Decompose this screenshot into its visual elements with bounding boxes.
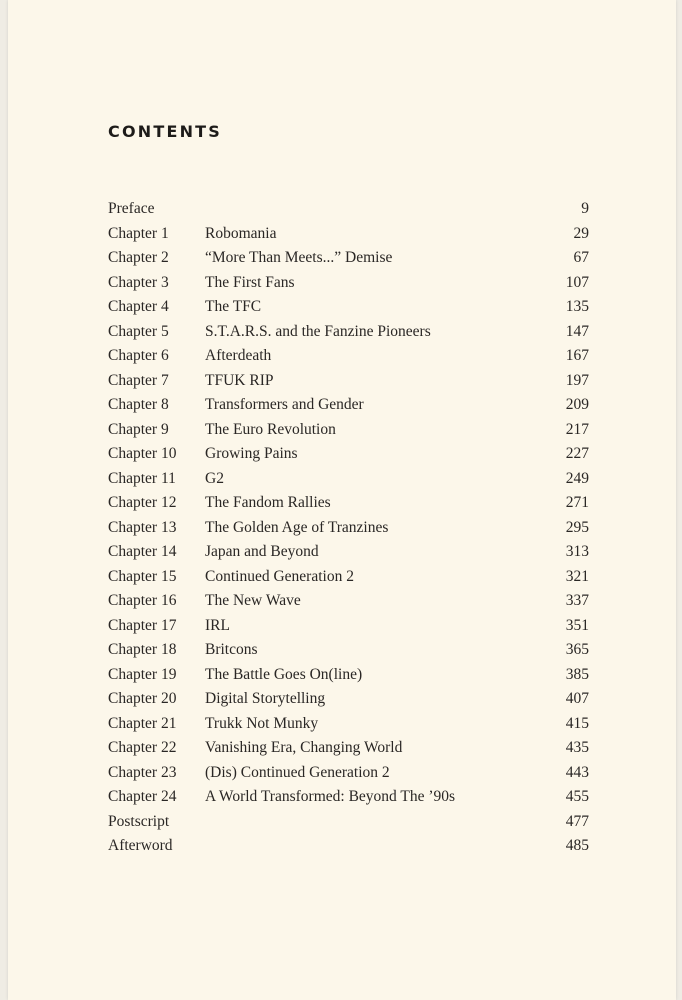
toc-entry [108,369,589,394]
toc-entry [108,491,589,516]
toc-entry-title: The New Wave [205,592,301,609]
toc-entry [108,246,589,271]
toc-entry-page-number: 477 [565,812,589,830]
toc-entry-title: Britcons [205,641,258,658]
toc-entry [108,663,589,688]
toc-entry-page-number: 455 [565,788,589,805]
toc-entry-label: Chapter 12 [108,494,177,511]
toc-entry [108,834,589,859]
toc-entry-title: S.T.A.R.S. and the Fanzine Pioneers [205,322,431,340]
toc-entry [108,418,589,443]
toc-entry [108,589,589,614]
toc-entry-label: Chapter 8 [108,396,169,413]
toc-entry-title: IRL [205,616,230,634]
toc-entry-page-number: 67 [573,249,589,266]
toc-entry-label: Chapter 5 [108,322,169,340]
toc-entry [108,393,589,418]
toc-entry-label: Chapter 4 [108,298,169,315]
toc-entry-title: Growing Pains [205,445,298,462]
toc-entry [108,614,589,639]
toc-entry [108,638,589,663]
toc-entry [108,295,589,320]
toc-entry-label: Chapter 19 [108,665,177,683]
toc-entry-page-number: 167 [565,347,589,364]
toc-entry-page-number: 107 [565,273,589,291]
toc-entry-title: Trukk Not Munky [205,714,319,732]
toc-entry [108,516,589,541]
toc-entry-label: Chapter 11 [108,469,176,487]
toc-entry-label: Chapter 6 [108,347,169,364]
toc-entry [108,712,589,737]
toc-entry-title: Transformers and Gender [205,396,364,413]
toc-entry [108,344,589,369]
toc-entry-label: Chapter 13 [108,518,177,536]
toc-entry-title: The Battle Goes On(line) [205,665,363,683]
toc-entry-title: The Golden Age of Tranzines [205,518,389,536]
toc-entry-label: Chapter 21 [108,714,177,732]
toc-entry [108,687,589,712]
contents-heading: CONTENTS [108,122,223,141]
toc-entry-title: A World Transformed: Beyond The ’90s [205,788,456,805]
toc-entry-title: (Dis) Continued Generation 2 [205,763,390,781]
toc-entry-title: Continued Generation 2 [205,567,354,585]
toc-entry-page-number: 209 [565,396,589,413]
toc-entry-label: Chapter 3 [108,273,169,291]
toc-entry [108,467,589,492]
toc-entry-page-number: 385 [565,665,589,683]
toc-entry-label: Chapter 14 [108,543,177,560]
toc-entry-title: The TFC [205,298,262,315]
toc-entry-label: Chapter 22 [108,739,177,756]
toc-entry [108,442,589,467]
toc-entry-title: The Fandom Rallies [205,494,331,511]
toc-entry-label: Chapter 7 [108,371,169,389]
toc-entry-page-number: 9 [581,200,589,217]
book-page [8,0,676,1000]
toc-entry-label: Preface [108,200,155,217]
toc-entry-label: Chapter 20 [108,690,177,707]
toc-entry-label: Chapter 16 [108,592,177,609]
toc-entry-title: The First Fans [205,273,295,291]
toc-entry [108,540,589,565]
toc-entry [108,565,589,590]
toc-entry-label: Chapter 9 [108,420,169,438]
toc-entry-page-number: 415 [565,714,589,732]
table-of-contents [108,197,589,859]
toc-entry-page-number: 147 [565,322,589,340]
toc-entry [108,810,589,835]
toc-entry-title: Afterdeath [205,347,272,364]
toc-entry-page-number: 443 [565,763,589,781]
toc-entry-page-number: 485 [565,837,589,854]
toc-entry-page-number: 407 [565,690,589,707]
toc-entry-label: Chapter 17 [108,616,177,634]
toc-entry-label: Postscript [108,812,170,830]
toc-entry-page-number: 135 [565,298,589,315]
toc-entry-label: Chapter 2 [108,249,169,266]
toc-entry-page-number: 321 [565,567,589,585]
toc-entry-page-number: 197 [565,371,589,389]
toc-entry-page-number: 313 [565,543,589,560]
toc-entry [108,320,589,345]
toc-entry-page-number: 435 [565,739,589,756]
toc-entry-label: Afterword [108,837,173,854]
toc-entry-page-number: 295 [565,518,589,536]
toc-entry [108,222,589,247]
toc-entry [108,736,589,761]
toc-entry-title: “More Than Meets...” Demise [205,249,393,266]
toc-entry-page-number: 271 [565,494,589,511]
toc-entry-label: Chapter 23 [108,763,177,781]
toc-entry-title: Japan and Beyond [205,543,319,560]
toc-entry-title: Robomania [205,224,277,242]
toc-entry [108,761,589,786]
toc-entry-title: G2 [205,469,224,487]
toc-entry-label: Chapter 24 [108,788,177,805]
toc-entry-page-number: 249 [565,469,589,487]
toc-entry-title: TFUK RIP [205,371,274,389]
toc-entry-page-number: 337 [565,592,589,609]
toc-entry-title: Digital Storytelling [205,690,326,707]
toc-entry-title: The Euro Revolution [205,420,336,438]
toc-entry-label: Chapter 15 [108,567,177,585]
toc-entry-page-number: 217 [565,420,589,438]
toc-entry-label: Chapter 18 [108,641,177,658]
toc-entry-title: Vanishing Era, Changing World [205,739,403,756]
toc-entry [108,785,589,810]
toc-entry-page-number: 365 [565,641,589,658]
toc-entry-label: Chapter 1 [108,224,169,242]
toc-entry-page-number: 351 [565,616,589,634]
toc-entry-page-number: 29 [573,224,589,242]
toc-entry-page-number: 227 [565,445,589,462]
toc-entry [108,271,589,296]
toc-entry [108,197,589,222]
toc-entry-label: Chapter 10 [108,445,177,462]
